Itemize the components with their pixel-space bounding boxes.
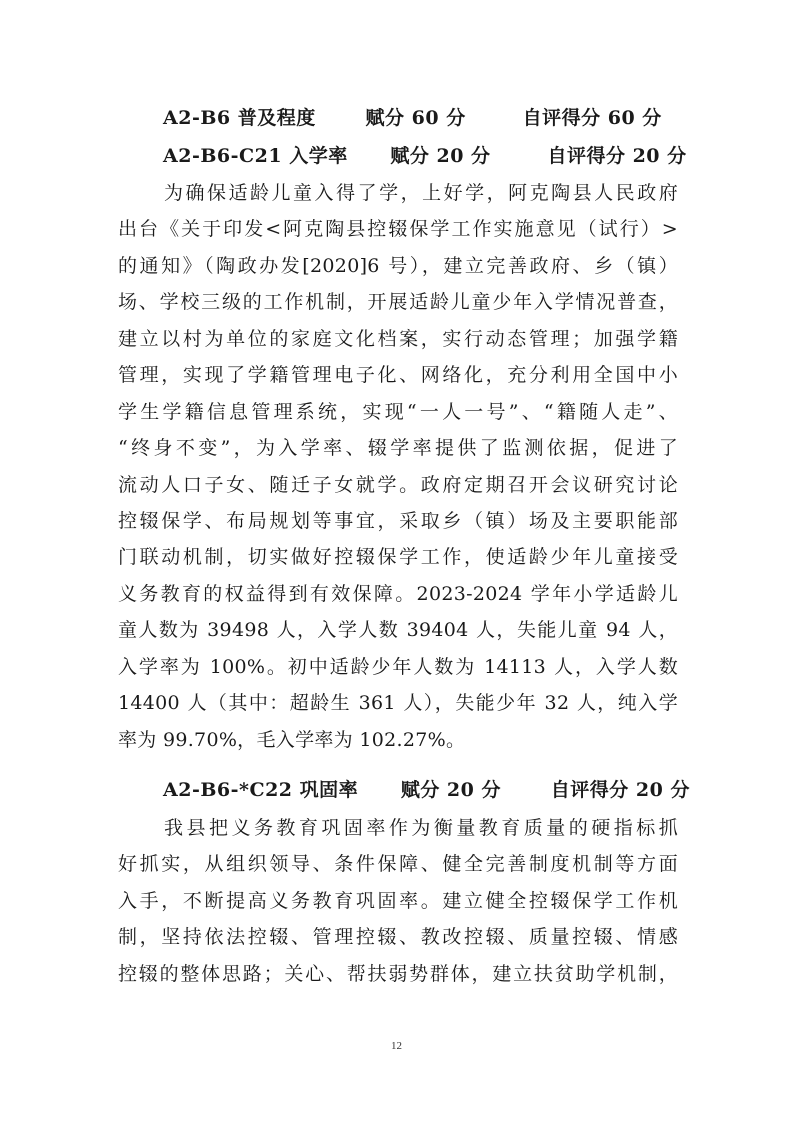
- text-line: 门联动机制，切实做好控辍保学工作，使适龄少年儿童接受: [118, 546, 678, 569]
- text-line: 场、学校三级的工作机制，开展适龄儿童少年入学情况普查，: [118, 291, 678, 314]
- text-line: 率为 99.70%，毛入学率为 102.27%。: [118, 728, 466, 751]
- text-line: “终身不变”，为入学率、辍学率提供了监测依据，促进了: [118, 437, 678, 460]
- paragraph-consolidation-rate: [118, 810, 678, 992]
- page-number: 12: [391, 1040, 402, 1052]
- text-line: 管理，实现了学籍管理电子化、网络化，充分利用全国中小: [118, 364, 678, 387]
- text-line: 入手，不断提高义务教育巩固率。建立健全控辍保学工作机: [118, 889, 678, 912]
- text-line: 制，坚持依法控辍、管理控辍、教改控辍、质量控辍、情感: [118, 926, 678, 949]
- text-line: 我县把义务教育巩固率作为衡量教育质量的硬指标抓: [164, 817, 678, 839]
- text-line: 控辍保学、布局规划等事宜，采取乡（镇）场及主要职能部: [118, 509, 678, 532]
- text-line: 学生学籍信息管理系统，实现“一人一号”、“籍随人走”、: [118, 400, 678, 423]
- text-line: 为确保适龄儿童入得了学，上好学，阿克陶县人民政府: [164, 182, 678, 204]
- paragraph-enrollment-rate: [118, 175, 678, 758]
- section-heading-c21: A2-B6-C21 入学率 赋分 20 分 自评得分 20 分: [163, 145, 687, 167]
- text-line: 14400 人（其中：超龄生 361 人），失能少年 32 人，纯入学: [118, 692, 678, 715]
- text-line: 流动人口子女、随迁子女就学。政府定期召开会议研究讨论: [118, 473, 678, 496]
- text-line: 建立以村为单位的家庭文化档案，实行动态管理；加强学籍: [118, 327, 678, 350]
- section-heading-a2-b6: A2-B6 普及程度 赋分 60 分 自评得分 60 分: [163, 107, 662, 129]
- section-heading-c22: A2-B6-*C22 巩固率 赋分 20 分 自评得分 20 分: [163, 779, 690, 801]
- text-line: 控辍的整体思路；关心、帮扶弱势群体，建立扶贫助学机制，: [118, 962, 678, 985]
- text-line: 好抓实，从组织领导、条件保障、健全完善制度机制等方面: [118, 853, 678, 876]
- text-line: 童人数为 39498 人，入学人数 39404 人，失能儿童 94 人，: [118, 619, 678, 642]
- text-line: 义务教育的权益得到有效保障。2023-2024 学年小学适龄儿: [118, 582, 678, 605]
- text-line: 入学率为 100%。初中适龄少年人数为 14113 人，入学人数: [118, 655, 678, 678]
- text-line: 的通知》（陶政办发[2020]6 号），建立完善政府、乡（镇）: [118, 254, 678, 277]
- text-line: 出台《关于印发<阿克陶县控辍保学工作实施意见（试行）>: [118, 218, 678, 241]
